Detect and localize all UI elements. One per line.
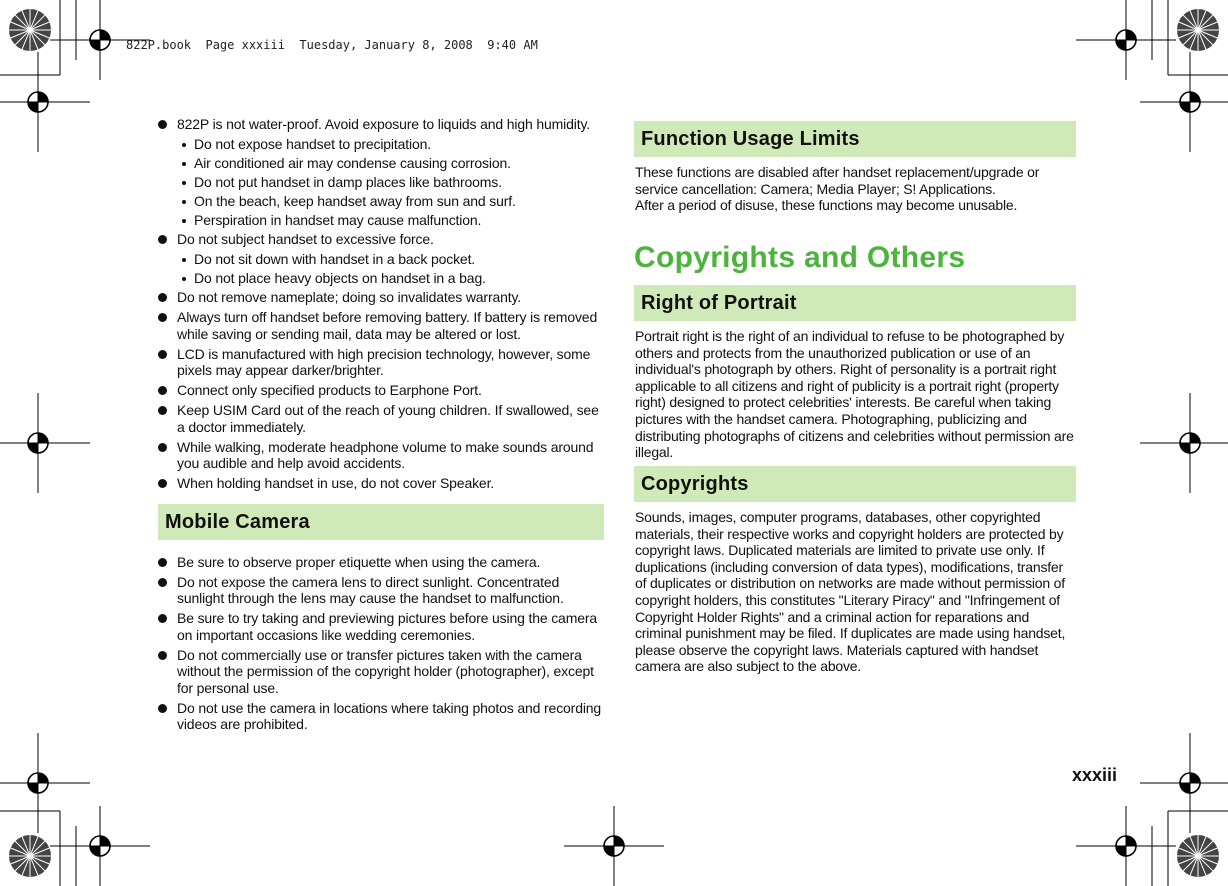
- copyrights-section-title: Copyrights and Others: [634, 241, 966, 274]
- bullet-text: Be sure to try taking and previewing pictures before using the camera on important occasions like wedding ceremonies.: [177, 610, 597, 643]
- sub-bullet-dot-icon: [182, 200, 186, 204]
- sub-bullet-item: [158, 212, 604, 229]
- sub-bullet-text: Do not expose handset to precipitation.: [194, 136, 431, 152]
- sub-bullet-dot-icon: [182, 162, 186, 166]
- bullet-dot-icon: [158, 386, 167, 395]
- sub-bullet-dot-icon: [182, 258, 186, 262]
- bullet-text: Do not remove nameplate; doing so invalidates warranty.: [177, 289, 522, 305]
- mobile-camera-heading: Mobile Camera: [158, 504, 604, 540]
- copyrights-heading: Copyrights: [634, 466, 1076, 502]
- bullet-dot-icon: [158, 614, 167, 623]
- bullet-text: Do not use the camera in locations where taking photos and recording videos are prohibited.: [177, 699, 602, 732]
- sub-bullet-item: [158, 136, 604, 153]
- bullet-dot-icon: [158, 443, 167, 452]
- bullet-item: [158, 475, 604, 492]
- bullet-text: Be sure to observe proper etiquette when using the camera.: [177, 553, 541, 570]
- bullet-text: Do not commercially use or transfer pictures taken with the camera without the permission of the copyright holder (photographer), except for personal use.: [177, 646, 594, 696]
- bullet-dot-icon: [158, 120, 167, 129]
- camera-bullet-item: [158, 610, 604, 643]
- bullet-text: LCD is manufactured with high precision technology, however, some pixels may appear darker/brighter.: [177, 345, 591, 378]
- sub-bullet-dot-icon: [182, 143, 186, 147]
- sub-bullet-dot-icon: [182, 181, 186, 185]
- sub-bullet-item: [158, 270, 604, 287]
- sub-bullet-item: [158, 174, 604, 191]
- right-of-portrait-heading: Right of Portrait: [634, 285, 1076, 321]
- bullet-text: When holding handset in use, do not cover Speaker.: [177, 475, 495, 491]
- bullet-dot-icon: [158, 406, 167, 415]
- camera-bullet-item: [158, 574, 604, 607]
- sub-bullet-item: [158, 155, 604, 172]
- sub-bullet-text: Air conditioned air may condense causing corrosion.: [194, 155, 511, 171]
- bullet-dot-icon: [158, 578, 167, 587]
- sub-bullet-text: Do not put handset in damp places like bathrooms.: [194, 174, 502, 190]
- right-of-portrait-text: Portrait right is the right of an individual to refuse to be photographed by others and protects from the unauthorized publication or use of an individual's photograph by others. Right of personality is a portrait right applicable to all citizens and right of publicity is a portrait right (property right) designed to protect celebrities' interests. Be careful when taking pictures with the handset camera. Photographing, publicizing and distributing photographs of citizens and celebrities without permission are illegal.: [635, 328, 1074, 461]
- copyrights-text: Sounds, images, computer programs, databases, other copyrighted materials, their respective works and copyright holders are protected by copyright laws. Duplicated materials are limited to private use only. If duplications (including conversion of data types), modifications, transfer of duplicates or distribution on networks are made without permission of copyright holders, this constitutes "Literary Piracy" and "Infringement of Copyright Holder Rights" and a criminal action for reparations and criminal punishment may be filed. If duplicates are made using handset, please observe the copyright laws. Materials captured with handset camera are also subject to the above.: [635, 509, 1066, 675]
- bullet-dot-icon: [158, 479, 167, 488]
- sub-bullet-text: Do not place heavy objects on handset in a bag.: [194, 270, 486, 286]
- sub-bullet-dot-icon: [182, 219, 186, 223]
- bullet-item: [158, 289, 604, 306]
- bullet-dot-icon: [158, 704, 167, 713]
- bullet-dot-icon: [158, 350, 167, 359]
- bullet-dot-icon: [158, 293, 167, 302]
- sub-bullet-dot-icon: [182, 277, 186, 281]
- bullet-text: While walking, moderate headphone volume to make sounds around you audible and help avoid accidents.: [177, 438, 594, 471]
- camera-bullet-item: [158, 554, 604, 571]
- bullet-item: [158, 382, 604, 399]
- bullet-text: Keep USIM Card out of the reach of young children. If swallowed, see a doctor immediately.: [177, 402, 599, 435]
- bullet-item: [158, 116, 604, 133]
- function-usage-heading: Function Usage Limits: [634, 121, 1076, 157]
- sub-bullet-item: [158, 251, 604, 268]
- page-number: xxxiii: [1072, 765, 1118, 785]
- sub-bullet-item: [158, 193, 604, 210]
- bullet-text: Connect only specified products to Earphone Port.: [177, 382, 482, 398]
- bullet-dot-icon: [158, 235, 167, 244]
- camera-bullet-item: [158, 700, 604, 733]
- camera-bullet-list: [158, 554, 604, 733]
- bullet-dot-icon: [158, 558, 167, 567]
- bullet-text: Do not expose the camera lens to direct sunlight. Concentrated sunlight through the lens may cause the handset to malfunction.: [177, 573, 564, 606]
- bullet-item: [158, 402, 604, 435]
- sub-bullet-text: Do not sit down with handset in a back pocket.: [194, 251, 476, 267]
- bullet-item: [158, 231, 604, 248]
- function-usage-text: These functions are disabled after handset replacement/upgrade or service cancellation: Camera; Media Player; S! Applications. After a period of disuse, these functions may become unusable.: [635, 164, 1040, 214]
- bullet-text: Always turn off handset before removing battery. If battery is removed while saving or sending mail, data may be altered or lost.: [177, 309, 598, 342]
- bullet-dot-icon: [158, 651, 167, 660]
- bullet-text: Do not subject handset to excessive force.: [177, 231, 434, 247]
- camera-bullet-item: [158, 647, 604, 697]
- bullet-item: [158, 309, 604, 342]
- bullet-dot-icon: [158, 313, 167, 322]
- bullet-item: [158, 439, 604, 472]
- left-column: [158, 116, 604, 736]
- book-info-header: 822P.book Page xxxiii Tuesday, January 8, 2008 9:40 AM: [126, 38, 538, 52]
- intro-bullet-list: [158, 116, 604, 492]
- bullet-item: [158, 346, 604, 379]
- bullet-text: 822P is not water-proof. Avoid exposure to liquids and high humidity.: [177, 116, 591, 132]
- sub-bullet-text: On the beach, keep handset away from sun and surf.: [194, 193, 516, 209]
- sub-bullet-text: Perspiration in handset may cause malfunction.: [194, 212, 482, 228]
